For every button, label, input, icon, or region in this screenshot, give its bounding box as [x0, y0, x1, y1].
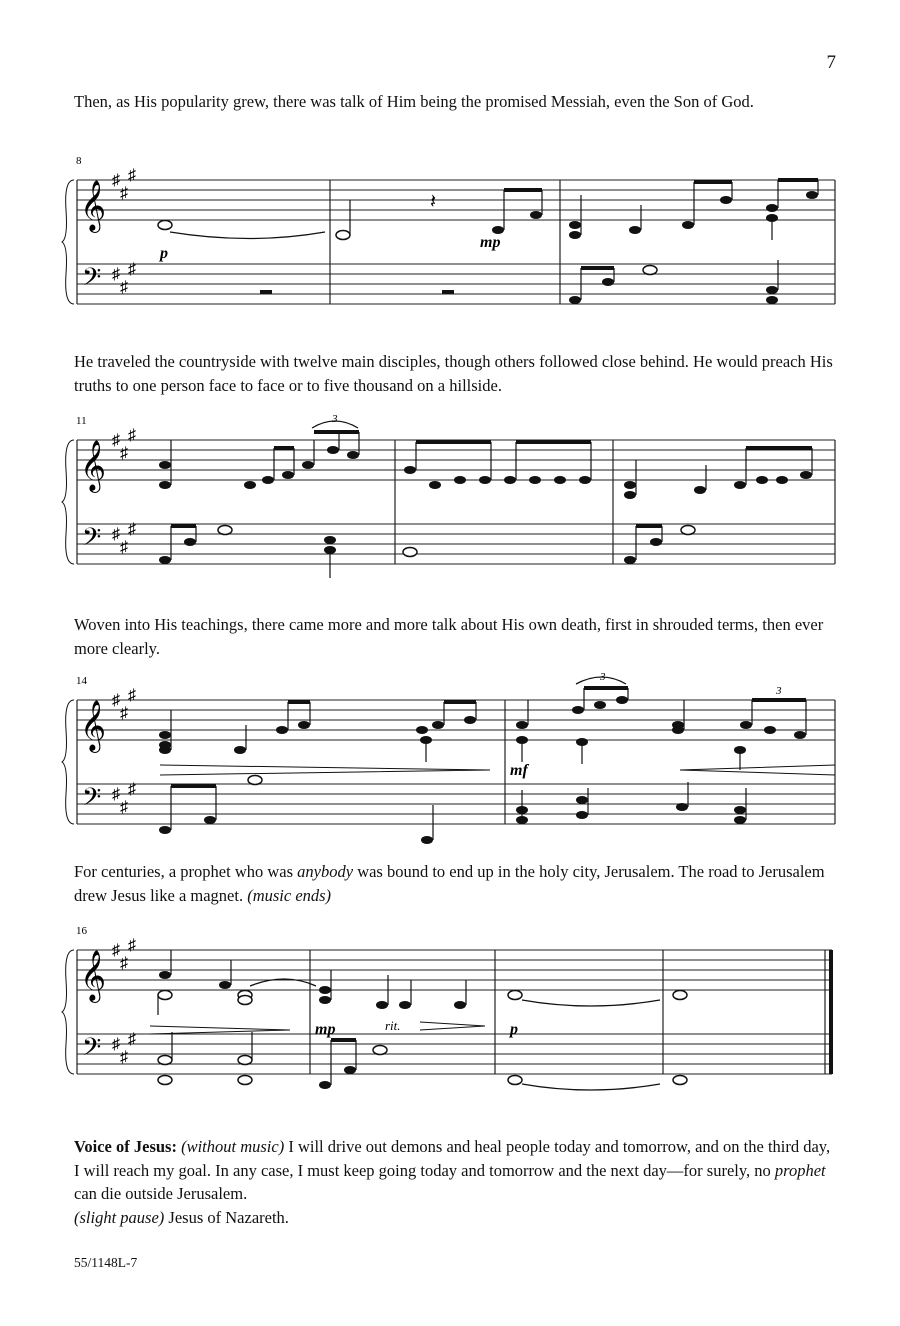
narration-4-part1: For centuries, a prophet who was — [74, 862, 298, 881]
eighth-note — [530, 211, 542, 219]
dynamic-marking: mf — [510, 762, 528, 779]
expression-marking: rit. — [385, 1018, 401, 1033]
music-system-3 — [60, 670, 840, 840]
svg-text:♯: ♯ — [120, 445, 128, 462]
treble-clef-icon: 𝄞 — [80, 700, 107, 751]
treble-clef-icon: 𝄞 — [80, 440, 107, 491]
tie — [170, 232, 325, 239]
svg-text:♯: ♯ — [112, 432, 120, 449]
bass-clef-icon: 𝄢 — [82, 1033, 102, 1068]
dynamic-marking: p — [510, 1021, 518, 1038]
svg-text:♯: ♯ — [112, 692, 120, 709]
svg-text:♯: ♯ — [120, 705, 128, 722]
score-system-3 — [60, 670, 840, 840]
key-signature — [112, 167, 136, 296]
speaker-label: Voice of Jesus: — [74, 1137, 177, 1156]
narration-4-emphasis: anybody — [297, 862, 354, 881]
narration-4-part2: was bound to end up in the holy city, Jerusalem. The road to Jerusalem drew Jesus like a magnet. — [74, 862, 825, 905]
bass-staff — [77, 784, 835, 824]
svg-text:♯: ♯ — [120, 1049, 128, 1066]
key-signature — [112, 427, 136, 556]
quarter-rest: 𝄽 — [430, 191, 437, 213]
measure-number: 16 — [76, 925, 87, 937]
whole-note — [673, 991, 687, 1000]
score-system-2 — [60, 410, 840, 585]
narration-3: Woven into His teachings, there came more and more talk about His own death, first in shrouded terms, then ever more clearly. — [74, 615, 824, 658]
svg-text:♯: ♯ — [112, 786, 120, 803]
diminuendo-hairpin — [420, 1022, 485, 1030]
svg-text:♯: ♯ — [128, 781, 136, 798]
music-system-1 — [60, 150, 840, 320]
svg-text:♯: ♯ — [112, 266, 120, 283]
key-signature — [112, 687, 136, 816]
music-system-2 — [60, 410, 840, 585]
score-system-4 — [60, 920, 840, 1095]
svg-text:♯: ♯ — [120, 185, 128, 202]
crescendo-hairpin — [160, 765, 490, 775]
dialogue-text: Jesus of Nazareth. — [164, 1207, 289, 1227]
bass-staff — [77, 1034, 832, 1074]
whole-note — [158, 221, 172, 230]
svg-text:♯: ♯ — [112, 942, 120, 959]
whole-rest — [442, 290, 454, 294]
svg-text:♯: ♯ — [128, 427, 136, 444]
voice-of-jesus-paragraph — [74, 1135, 834, 1229]
svg-text:♯: ♯ — [112, 526, 120, 543]
page-number: 7 — [826, 52, 836, 73]
svg-text:♯: ♯ — [128, 261, 136, 278]
key-signature — [112, 937, 136, 1066]
dynamic-marking: mp — [315, 1021, 336, 1038]
treble-staff — [77, 440, 835, 480]
svg-text:♯: ♯ — [128, 1031, 136, 1048]
svg-text:♯: ♯ — [112, 172, 120, 189]
whole-note — [403, 548, 417, 557]
dialogue-emphasis: prophet — [774, 1160, 826, 1180]
brace — [62, 180, 74, 304]
svg-text:♯: ♯ — [120, 955, 128, 972]
bass-clef-icon: 𝄢 — [82, 783, 102, 818]
crescendo-hairpin — [150, 1026, 290, 1034]
svg-text:♯: ♯ — [128, 521, 136, 538]
triplet-mark: 3 — [776, 685, 782, 697]
diminuendo-hairpin — [680, 765, 835, 775]
measure-number: 11 — [76, 415, 87, 427]
whole-note — [508, 991, 522, 1000]
svg-text:♯: ♯ — [120, 539, 128, 556]
narration-2: He traveled the countryside with twelve main disciples, though others followed close behind. He would preach His truths to one person face to face or to five thousand on a hillside. — [74, 352, 833, 395]
measure-number: 14 — [76, 675, 87, 687]
dialogue-text: I will drive out demons and heal people today and tomorrow, and on the third day, I will reach my goal. In any case, I must keep going today and tomorrow and the next day—for surely, no — [74, 1137, 831, 1180]
dynamic-marking: p — [160, 245, 168, 262]
narration-4 — [74, 860, 834, 907]
svg-text:♯: ♯ — [128, 937, 136, 954]
treble-staff — [77, 700, 835, 740]
treble-clef-icon: 𝄞 — [80, 950, 107, 1001]
treble-clef-icon: 𝄞 — [80, 180, 107, 231]
dynamic-marking: mp — [480, 234, 501, 251]
bass-clef-icon: 𝄢 — [82, 523, 102, 558]
triplet-mark: 3 — [600, 671, 606, 683]
eighth-note-run — [404, 442, 591, 489]
svg-text:♯: ♯ — [112, 1036, 120, 1053]
svg-text:♯: ♯ — [120, 279, 128, 296]
eighth-note — [492, 226, 504, 234]
stage-direction: (slight pause) — [74, 1207, 165, 1227]
narration-1: Then, as His popularity grew, there was talk of Him being the promised Messiah, even the Son of God. — [74, 92, 754, 111]
half-note — [336, 231, 350, 240]
stage-direction: (music ends) — [247, 885, 332, 905]
svg-text:♯: ♯ — [128, 167, 136, 184]
treble-staff — [77, 950, 832, 990]
svg-text:♯: ♯ — [128, 687, 136, 704]
footer-code: 55/1148L-7 — [74, 1255, 138, 1270]
triplet-mark: 3 — [332, 413, 338, 425]
bass-staff — [77, 264, 835, 304]
svg-text:♯: ♯ — [120, 799, 128, 816]
measure-number: 8 — [76, 155, 82, 167]
dialogue-text: can die outside Jerusalem. — [74, 1184, 248, 1203]
score-system-1 — [60, 150, 840, 320]
stage-direction: (without music) — [181, 1137, 285, 1156]
bass-clef-icon: 𝄢 — [82, 263, 102, 298]
whole-rest — [260, 290, 272, 294]
music-system-4 — [60, 920, 840, 1095]
